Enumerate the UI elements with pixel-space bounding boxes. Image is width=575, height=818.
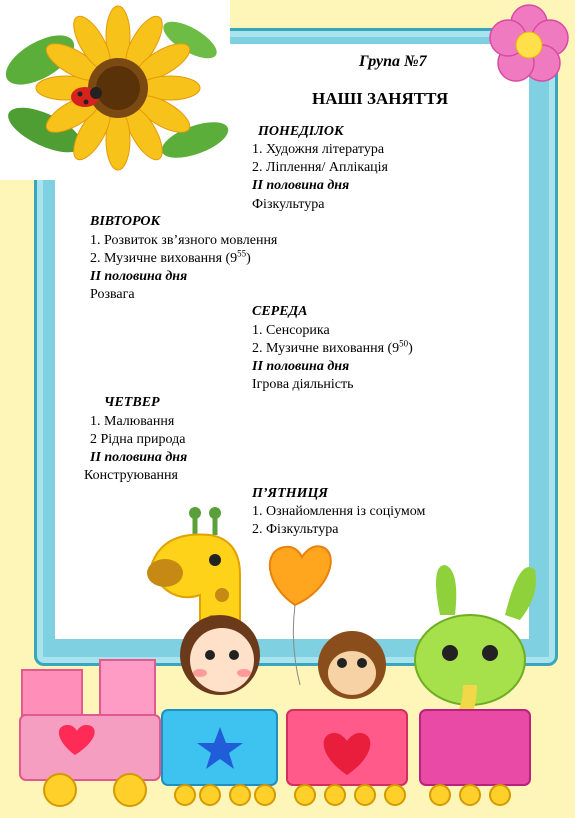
day-wednesday: СЕРЕДА: [252, 304, 308, 319]
day-tuesday: ВІВТОРОК: [90, 214, 160, 229]
friday-item-2: 2. Фізкультура: [252, 522, 339, 537]
thursday-item-2: 2 Рідна природа: [90, 432, 186, 447]
pink-flower-icon: [486, 2, 572, 88]
day-friday: П’ЯТНИЦЯ: [252, 486, 329, 501]
train-car-blue-icon: [162, 710, 277, 785]
tuesday-item-2: 2. Музичне виховання $(9^{55})$: [90, 248, 251, 266]
wednesday-afternoon-label: ІІ половина дня: [252, 359, 350, 374]
thursday-item-1: 1. Малювання: [90, 414, 175, 429]
tuesday-item-1: 1. Розвиток зв’язного мовлення: [90, 233, 278, 248]
wednesday-item-2: 2. Музичне виховання $(9^{50})$: [252, 338, 413, 356]
train-engine-icon: [20, 660, 160, 780]
tuesday-afternoon-label: ІІ половина дня: [90, 269, 188, 284]
monday-afternoon: Фізкультура: [252, 197, 325, 212]
thursday-afternoon-label: ІІ половина дня: [90, 450, 188, 465]
day-thursday: ЧЕТВЕР: [104, 395, 160, 410]
thursday-afternoon: Конструювання: [84, 468, 178, 483]
wednesday-item-1: 1. Сенсорика: [252, 323, 330, 338]
page-title: НАШІ ЗАНЯТТЯ: [312, 89, 449, 108]
train-car-magenta-icon: [420, 710, 530, 785]
monkey-icon: [318, 631, 386, 699]
girl-icon: [180, 615, 260, 695]
monday-item-1: 1. Художня література: [252, 142, 385, 157]
group-number: Група №7: [359, 53, 427, 70]
friday-item-1: 1. Ознайомлення із соціумом: [252, 504, 426, 519]
tuesday-afternoon: Розвага: [90, 287, 135, 302]
sunflower-icon: [0, 0, 230, 180]
monday-afternoon-label: ІІ половина дня: [252, 178, 350, 193]
train-decoration: [0, 495, 575, 818]
train-car-pink-icon: [287, 710, 407, 785]
monday-item-2: 2. Ліплення/ Аплікація: [252, 160, 388, 175]
wednesday-afternoon: Ігрова діяльність: [252, 377, 354, 392]
day-monday: ПОНЕДІЛОК: [258, 124, 344, 139]
